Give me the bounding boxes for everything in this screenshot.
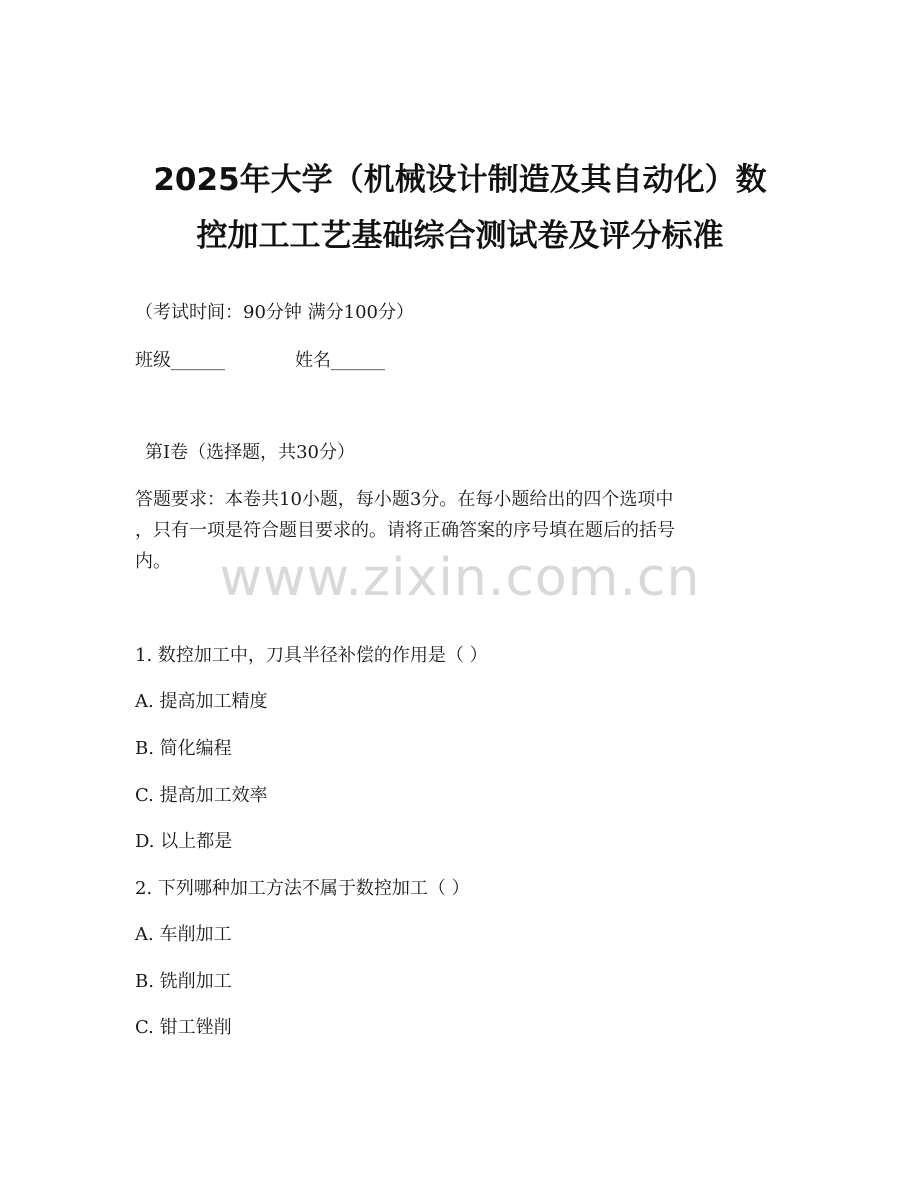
class-field: 班级______	[135, 350, 225, 371]
section-heading: 第I卷（选择题，共30分）	[145, 442, 356, 463]
question-1-option-b: B. 简化编程	[135, 738, 232, 759]
instructions-line-1: 答题要求：本卷共10小题，每小题3分。在每小题给出的四个选项中	[135, 489, 674, 510]
title-line-1: 2025年大学（机械设计制造及其自动化）数	[153, 162, 767, 198]
question-1-option-a: A. 提高加工精度	[135, 691, 268, 712]
question-1-option-c: C. 提高加工效率	[135, 785, 268, 806]
instructions-line-3: 内。	[135, 551, 171, 572]
title-line-2: 控加工工艺基础综合测试卷及评分标准	[196, 218, 724, 254]
name-field: 姓名______	[295, 350, 385, 371]
question-1-stem: 1. 数控加工中，刀具半径补偿的作用是（ ）	[135, 645, 488, 666]
question-2-option-c: C. 钳工锉削	[135, 1017, 232, 1038]
question-2-stem: 2. 下列哪种加工方法不属于数控加工（ ）	[135, 878, 470, 899]
exam-info: （考试时间：90分钟 满分100分）	[135, 302, 414, 323]
document-title	[0, 152, 920, 264]
watermark: www.zixin.com.cn	[219, 548, 701, 608]
instructions-line-2: ，只有一项是符合题目要求的。请将正确答案的序号填在题后的括号	[135, 520, 675, 541]
question-1-option-d: D. 以上都是	[135, 831, 233, 852]
question-2-option-b: B. 铣削加工	[135, 971, 232, 992]
question-2-option-a: A. 车削加工	[135, 924, 232, 945]
